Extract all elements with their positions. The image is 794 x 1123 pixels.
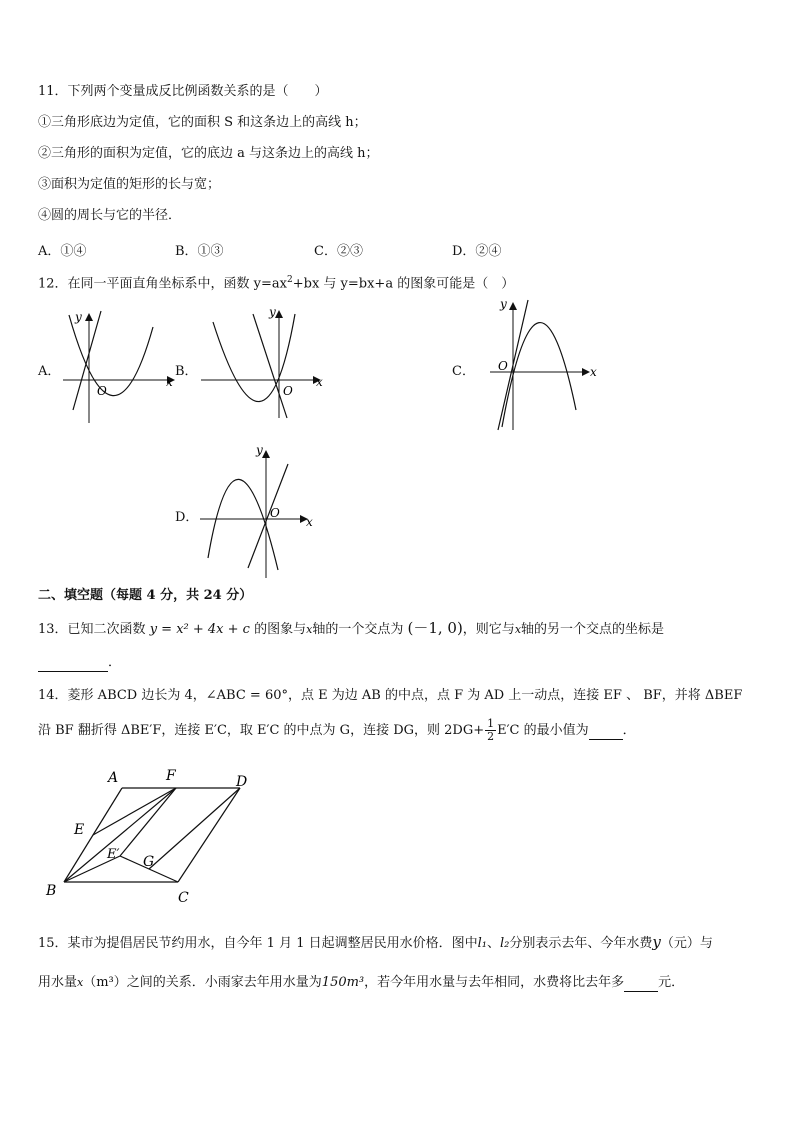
q15-amount: 150m³	[321, 975, 365, 990]
point-B-label: B	[46, 883, 57, 899]
q12-graph-d-x-label: x	[306, 515, 313, 529]
q15-answer-blank[interactable]	[624, 975, 658, 992]
q11-option-b: B．①③	[175, 244, 224, 259]
q11-option-d: D．②④	[452, 244, 502, 259]
q11-item-2: ②三角形的面积为定值，它的底边 a 与这条边上的高线 h；	[38, 146, 379, 161]
q12-stem-post: +bx 与 y=bx+a 的图象可能是（ ）	[292, 276, 515, 292]
point-A-label: A	[108, 770, 119, 786]
q13-end: ．	[108, 655, 122, 670]
q12-stem	[38, 272, 514, 292]
q12-graph-b	[195, 300, 330, 430]
q11-option-c: C．②③	[314, 244, 363, 259]
q13-post2: 轴的另一个交点的坐标是	[521, 622, 665, 637]
q12-graph-b-origin: O	[283, 384, 293, 398]
q12-graph-d-label: D．	[175, 510, 199, 525]
q12-graph-a-y-label: y	[75, 310, 82, 324]
q13-line1	[38, 620, 664, 638]
q13-xvar-2: x	[514, 623, 522, 636]
q13-post: ，则它与	[462, 622, 515, 637]
q13-formula: y = x² + 4x + c	[149, 622, 250, 637]
section2-title: 二、填空题（每题 4 分，共 24 分）	[38, 588, 253, 603]
q14-line2-pre: 沿 BF 翻折得 ΔBE′F，连接 E′C，取 E′C 的中点为 G，连接 DG，则 2DG+	[38, 723, 485, 738]
q15-line1-post: （元）与	[660, 936, 713, 951]
q13-mid2: 轴的一个交点为	[312, 622, 404, 637]
q15-l1: l₁	[477, 936, 487, 951]
point-D-label: D	[236, 774, 248, 790]
q12-graph-d-parabola	[208, 479, 278, 570]
segment-EF	[93, 788, 176, 835]
q12-graph-b-x-label: x	[316, 375, 323, 389]
point-E-prime-label: E′	[107, 847, 120, 862]
q14-line2-post: E′C 的最小值为	[497, 723, 589, 738]
q12-graph-c-x-label: x	[590, 365, 597, 379]
q12-graph-a-x-label: x	[166, 375, 173, 389]
q15-yvar: y	[652, 933, 661, 951]
q12-graph-c-y-label: y	[500, 297, 507, 311]
q12-stem-pre: 12．在同一平面直角坐标系中，函数 y=ax	[38, 276, 287, 292]
q15-line2-mid: 之间的关系．小雨家去年用水量为	[126, 975, 322, 990]
q12-graph-d-y-label: y	[256, 443, 263, 457]
q11-item-3: ③面积为定值的矩形的长与宽；	[38, 177, 221, 192]
q14-rhombus-figure	[40, 762, 270, 910]
q11-stem: 11．下列两个变量成反比例函数关系的是（ ）	[38, 84, 328, 99]
point-C-label: C	[178, 890, 189, 906]
q14-line1: 14．菱形 ABCD 边长为 4，∠ABC = 60°，点 E 为边 AB 的中点，点 F 为 AD 上一动点，连接 EF 、 BF，并将 ΔBEF	[38, 688, 743, 703]
q15-line2-post: ，若今年用水量与去年相同，水费将比去年多	[364, 975, 625, 990]
q11-item-1: ①三角形底边为定值，它的面积 S 和这条边上的高线 h；	[38, 115, 367, 130]
point-G-label: G	[143, 854, 155, 870]
q15-unit: （m³）	[83, 975, 127, 990]
q14-answer-blank[interactable]	[589, 723, 623, 740]
q13-answer-blank[interactable]	[38, 655, 108, 672]
q12-graph-a-label: A．	[38, 364, 61, 379]
q14-fraction	[485, 718, 496, 743]
q12-graph-a-origin: O	[97, 384, 107, 398]
q13-mid1: 的图象与	[254, 622, 307, 637]
q12-stem-sup: 2	[287, 275, 293, 285]
q12-graph-c	[480, 292, 605, 437]
q12-graph-b-label: B．	[175, 364, 198, 379]
q14-line2-end: ．	[622, 723, 636, 738]
q14-line2	[38, 718, 636, 743]
segment-E-prime-F	[120, 788, 176, 856]
q12-graph-b-y-label: y	[269, 305, 276, 319]
q13-pre: 13．已知二次函数	[38, 622, 146, 637]
q13-line2	[38, 655, 121, 672]
q15-line2-end: 元．	[658, 975, 685, 990]
q15-xvar: x	[77, 976, 84, 989]
q13-point: (－1, 0)	[407, 619, 463, 637]
q15-sep: 、	[487, 936, 501, 951]
q15-l2: l₂	[500, 936, 510, 951]
q11-item-4: ④圆的周长与它的半径．	[38, 208, 182, 223]
q12-graph-a-parabola	[69, 315, 153, 396]
q15-line2-pre: 用水量	[38, 975, 78, 990]
q15-line1	[38, 934, 713, 952]
q12-graph-d-origin: O	[270, 506, 280, 520]
q14-frac-den: 2	[487, 730, 495, 743]
q13-xvar-1: x	[306, 623, 313, 636]
q15-line1-pre: 15．某市为提倡居民节约用水，自今年 1 月 1 日起调整居民用水价格．图中	[38, 936, 478, 951]
q12-graph-d-line	[248, 464, 288, 568]
q12-graph-c-label: C．	[452, 364, 475, 379]
q12-graph-a	[55, 305, 185, 430]
q14-frac-num: 1	[487, 717, 495, 730]
point-E-label: E	[74, 822, 85, 838]
q15-line2	[38, 975, 684, 992]
point-F-label: F	[166, 768, 176, 784]
q12-graph-c-origin: O	[498, 359, 508, 373]
q11-option-a: A．①④	[38, 244, 87, 259]
q12-graph-b-line	[253, 314, 287, 418]
q12-graph-d	[196, 440, 331, 580]
q15-line1-mid: 分别表示去年、今年水费	[509, 936, 653, 951]
